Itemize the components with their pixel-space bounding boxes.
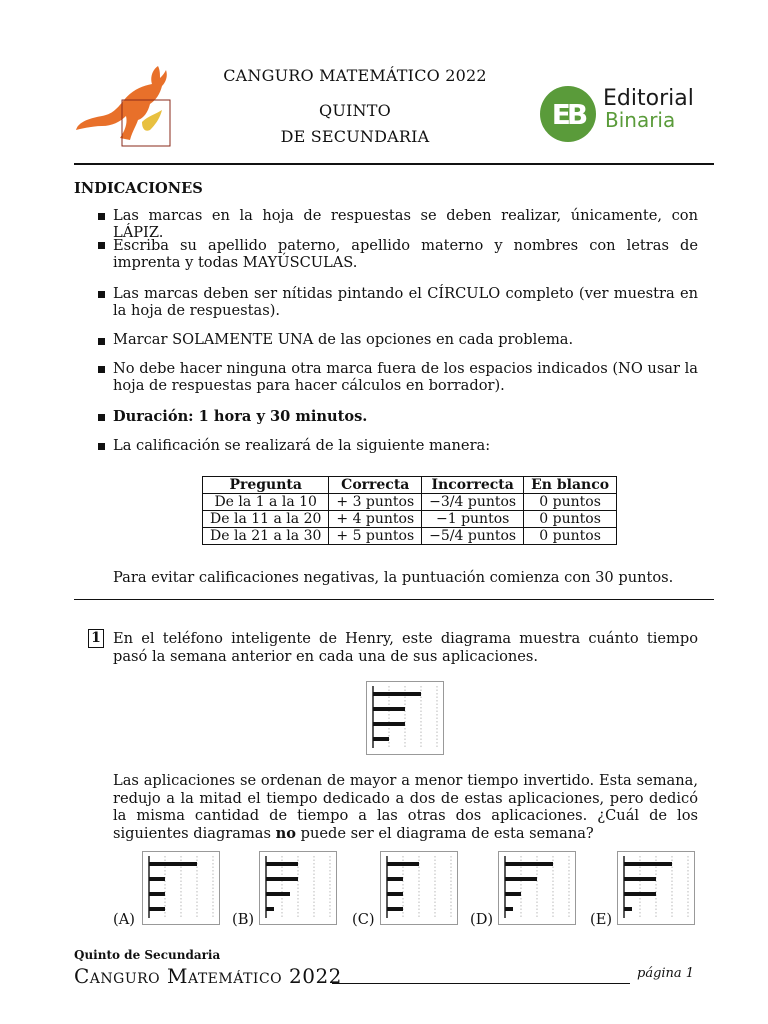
grading-table-header-cell: En blanco (524, 477, 617, 494)
bar (387, 877, 403, 881)
question-body-text-end: puede ser el diagrama de esta semana? (296, 824, 594, 842)
bar (387, 907, 403, 911)
option-chart-d[interactable] (498, 851, 576, 925)
contest-title: CANGURO MATEMÁTICO 2022 (223, 66, 487, 85)
option-label-d[interactable]: (D) (470, 911, 494, 928)
footer-rule (332, 983, 630, 984)
option-chart-c[interactable] (380, 851, 458, 925)
bar (624, 877, 656, 881)
bullet-icon (98, 213, 105, 220)
bar (387, 892, 403, 896)
bar (505, 862, 553, 866)
bar (266, 862, 298, 866)
instruction-item-duration: Duración: 1 hora y 30 minutos. (113, 408, 368, 425)
grading-table-header (203, 477, 617, 494)
bar (624, 862, 672, 866)
header-rule (74, 163, 714, 165)
publisher-name-line-2: Binaria (605, 108, 676, 132)
table-cell: −1 puntos (422, 511, 524, 528)
question-body-emphasis: no (275, 824, 296, 842)
question-body-text: Las aplicaciones se ordenan de mayor a menor tiempo invertido. Esta semana, redujo a la mitad el tiempo dedicado a dos de estas aplicaciones, pero dedicó la misma cantidad de tiempo a las otras dos aplicaciones. ¿Cuál de los siguientes diagramas (113, 772, 698, 842)
instruction-item: Marcar SOLAMENTE UNA de las opciones en cada problema. (113, 331, 574, 348)
bar (505, 907, 513, 911)
instruction-item: Las marcas en la hoja de respuestas se deben realizar, únicamente, con LÁPIZ. (113, 207, 698, 241)
option-chart-a[interactable] (142, 851, 220, 925)
table-cell: + 5 puntos (329, 528, 422, 545)
bar (149, 862, 197, 866)
option-label-b[interactable]: (B) (232, 911, 255, 928)
grading-table-header-cell: Pregunta (203, 477, 329, 494)
question-number: 1 (88, 629, 104, 648)
table-cell: 0 puntos (524, 511, 617, 528)
question-body (113, 772, 698, 842)
bullet-icon (98, 338, 105, 345)
bar (505, 892, 521, 896)
instruction-item: No debe hacer ninguna otra marca fuera de los espacios indicados (NO usar la hoja de respuestas para hacer cálculos en borrador). (113, 360, 698, 394)
level-line-1: QUINTO (319, 101, 391, 120)
instruction-item: Escriba su apellido paterno, apellido materno y nombres con letras de imprenta y todas MAYÚSCULAS. (113, 237, 698, 271)
instruction-item: Las marcas deben ser nítidas pintando el CÍRCULO completo (ver muestra en la hoja de respuestas). (113, 285, 698, 319)
table-row (203, 528, 617, 545)
grading-table-header-cell: Correcta (329, 477, 422, 494)
option-label-e[interactable]: (E) (590, 911, 613, 928)
bar (624, 892, 656, 896)
grading-table (202, 476, 617, 545)
bar (266, 892, 290, 896)
footer-page: página 1 (637, 966, 695, 981)
table-cell: 0 puntos (524, 494, 617, 511)
scoring-note: Para evitar calificaciones negativas, la puntuación comienza con 30 puntos. (113, 569, 674, 586)
footer-level: Quinto de Secundaria (74, 948, 221, 962)
table-cell: De la 21 a la 30 (203, 528, 329, 545)
bar (266, 877, 298, 881)
bar (373, 722, 405, 726)
chart-last-week (366, 681, 444, 755)
option-label-c[interactable]: (C) (352, 911, 375, 928)
table-cell: De la 11 a la 20 (203, 511, 329, 528)
kangaroo-logo (72, 60, 180, 150)
option-chart-e[interactable] (617, 851, 695, 925)
bar (373, 692, 421, 696)
bullet-icon (98, 414, 105, 421)
bullet-icon (98, 366, 105, 373)
bullet-icon (98, 291, 105, 298)
instruction-item: La calificación se realizará de la siguiente manera: (113, 437, 491, 454)
bar (149, 892, 165, 896)
bullet-icon (98, 443, 105, 450)
bar (387, 862, 419, 866)
instructions-heading: INDICACIONES (74, 180, 203, 197)
bullet-icon (98, 242, 105, 249)
bar (373, 707, 405, 711)
bar (505, 877, 537, 881)
table-cell: −5/4 puntos (422, 528, 524, 545)
table-cell: −3/4 puntos (422, 494, 524, 511)
section-rule (74, 599, 714, 600)
table-cell: + 3 puntos (329, 494, 422, 511)
footer-contest: Canguro Matemático 2022 (74, 964, 342, 988)
publisher-name-line-1: Editorial (603, 86, 694, 111)
table-row (203, 494, 617, 511)
bar (624, 907, 632, 911)
question-intro: En el teléfono inteligente de Henry, este diagrama muestra cuánto tiempo pasó la semana anterior en cada una de sus aplicaciones. (113, 630, 698, 665)
bar (149, 877, 165, 881)
option-label-a[interactable]: (A) (113, 911, 135, 928)
table-cell: 0 puntos (524, 528, 617, 545)
bar (266, 907, 274, 911)
table-cell: + 4 puntos (329, 511, 422, 528)
table-cell: De la 1 a la 10 (203, 494, 329, 511)
publisher-logo-letters: EB (551, 98, 585, 131)
level-line-2: DE SECUNDARIA (280, 127, 430, 146)
bar (373, 737, 389, 741)
table-row (203, 511, 617, 528)
grading-table-header-cell: Incorrecta (422, 477, 524, 494)
option-chart-b[interactable] (259, 851, 337, 925)
bar (149, 907, 165, 911)
